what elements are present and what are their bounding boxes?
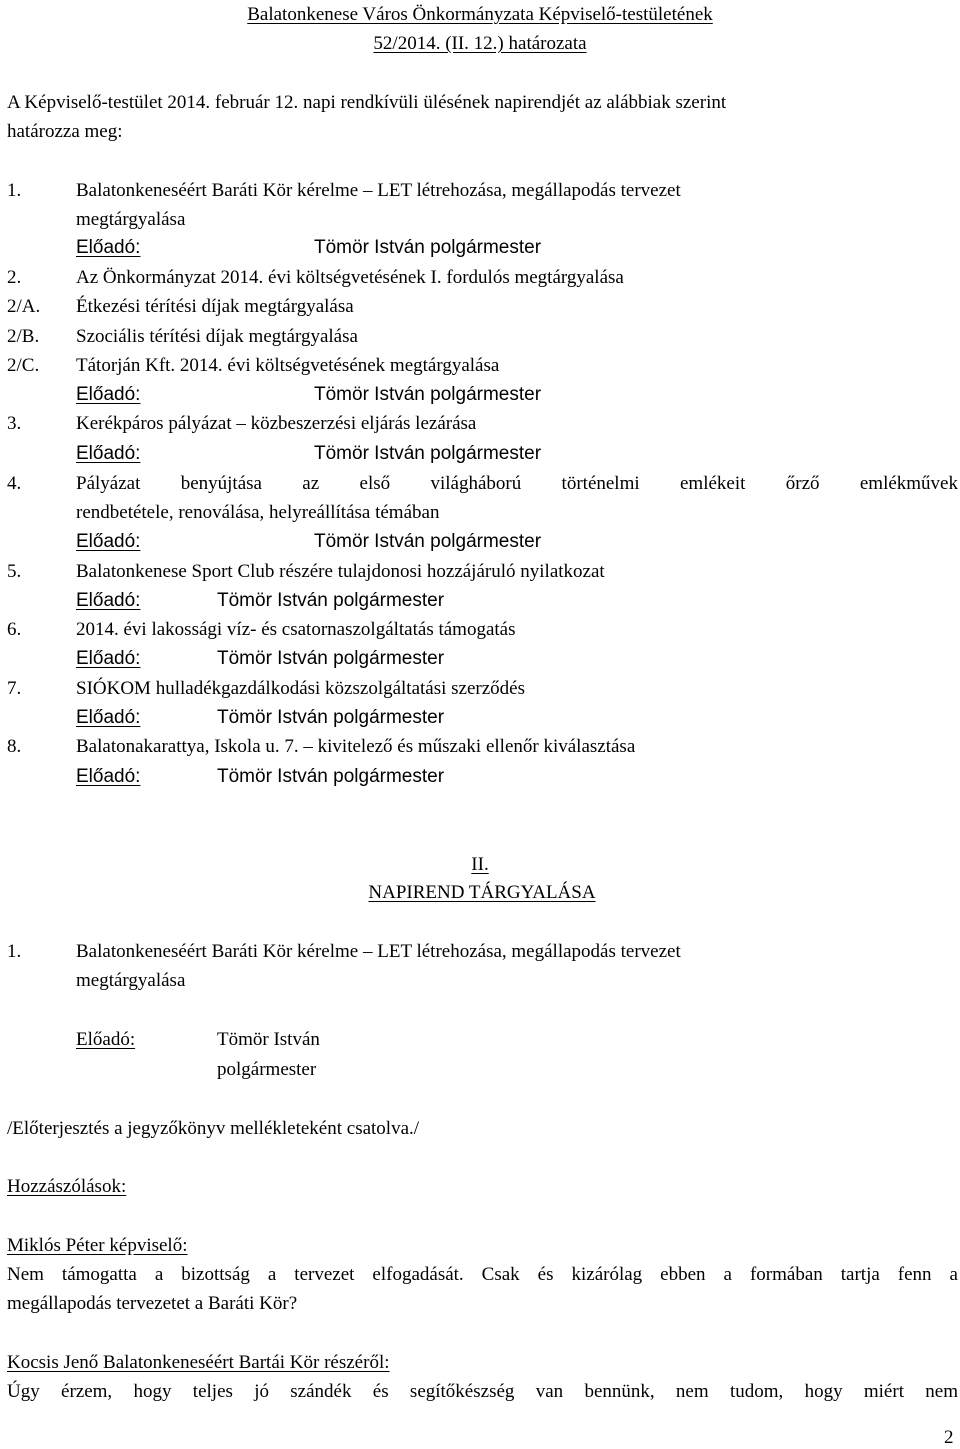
presenter-name: Tömör István polgármester xyxy=(314,384,542,405)
agenda-item-number: 3. xyxy=(7,413,22,434)
section-heading: NAPIREND TÁRGYALÁSA xyxy=(368,882,596,903)
agenda-item-number: 1. xyxy=(7,180,22,201)
section-item-title-cont: megtárgyalása xyxy=(76,970,186,991)
agenda-item-title: Pályázat benyújtása az első világháború történelmi emlékeit őrző emlékművek xyxy=(76,473,958,494)
presenter-name: Tömör István polgármester xyxy=(217,766,445,787)
agenda-item-number: 2. xyxy=(7,267,22,288)
presenter-label: Előadó: xyxy=(76,648,141,669)
presenter-label: Előadó: xyxy=(76,1029,136,1050)
presenter-name: Tömör István polgármester xyxy=(314,443,542,464)
agenda-item-number: 4. xyxy=(7,473,22,494)
presenter-label: Előadó: xyxy=(76,590,141,611)
speaker-statement: Nem támogatta a bizottság a tervezet elfogadását. Csak és kizárólag ebben a formában tartja fenn a xyxy=(7,1264,958,1285)
agenda-item-number: 6. xyxy=(7,619,22,640)
section-item-number: 1. xyxy=(7,941,22,962)
agenda-item-title-cont: megtárgyalása xyxy=(76,209,186,230)
attachment-note: /Előterjesztés a jegyzőkönyv mellékleteként csatolva./ xyxy=(7,1118,420,1139)
section-item-title: Balatonkeneséért Baráti Kör kérelme – LET létrehozása, megállapodás tervezet xyxy=(76,941,681,962)
agenda-item-title: Balatonakarattya, Iskola u. 7. – kivitelező és műszaki ellenőr kiválasztása xyxy=(76,736,636,757)
speaker-statement-cont: megállapodás tervezetet a Baráti Kör? xyxy=(7,1293,298,1314)
intro-line2: határozza meg: xyxy=(7,121,123,142)
agenda-item-title: Tátorján Kft. 2014. évi költségvetésének megtárgyalása xyxy=(76,355,500,376)
document-title-line1: Balatonkenese Város Önkormányzata Képviselő-testületének xyxy=(247,4,713,25)
agenda-item-title: Kerékpáros pályázat – közbeszerzési eljárás lezárása xyxy=(76,413,477,434)
agenda-item-title: Balatonkenese Sport Club részére tulajdonosi hozzájáruló nyilatkozat xyxy=(76,561,605,582)
agenda-item-number: 8. xyxy=(7,736,22,757)
agenda-item-title-cont: rendbetétele, renoválása, helyreállítása témában xyxy=(76,502,440,523)
agenda-item-title: Étkezési térítési díjak megtárgyalása xyxy=(76,296,354,317)
agenda-item-number: 7. xyxy=(7,678,22,699)
presenter-label: Előadó: xyxy=(76,443,141,464)
speaker-name: Kocsis Jenő Balatonkeneséért Bartái Kör részéről: xyxy=(7,1352,390,1373)
speaker-name: Miklós Péter képviselő: xyxy=(7,1235,188,1256)
agenda-item-title: Balatonkeneséért Baráti Kör kérelme – LET létrehozása, megállapodás tervezet xyxy=(76,180,681,201)
agenda-item-title: SIÓKOM hulladékgazdálkodási közszolgáltatási szerződés xyxy=(76,678,526,699)
presenter-name-line1: Tömör István xyxy=(217,1029,320,1050)
presenter-name: Tömör István polgármester xyxy=(314,531,542,552)
presenter-label: Előadó: xyxy=(76,237,141,258)
presenter-name: Tömör István polgármester xyxy=(217,707,445,728)
agenda-item-number: 2/C. xyxy=(7,355,40,376)
document-title-line2: 52/2014. (II. 12.) határozata xyxy=(373,33,587,54)
presenter-label: Előadó: xyxy=(76,707,141,728)
intro-line1: A Képviselő-testület 2014. február 12. napi rendkívüli ülésének napirendjét az alábbiak szerint xyxy=(7,92,727,113)
presenter-name: Tömör István polgármester xyxy=(217,590,445,611)
presenter-name-line2: polgármester xyxy=(217,1059,317,1080)
presenter-label: Előadó: xyxy=(76,766,141,787)
speaker-statement: Úgy érzem, hogy teljes jó szándék és segítőkészség van bennünk, nem tudom, hogy miért nem xyxy=(7,1381,958,1402)
agenda-item-number: 2/A. xyxy=(7,296,41,317)
agenda-item-title: Szociális térítési díjak megtárgyalása xyxy=(76,326,358,347)
agenda-item-title: 2014. évi lakossági víz- és csatornaszolgáltatás támogatás xyxy=(76,619,516,640)
page-number: 2 xyxy=(944,1427,954,1448)
presenter-name: Tömör István polgármester xyxy=(314,237,542,258)
presenter-name: Tömör István polgármester xyxy=(217,648,445,669)
agenda-item-title: Az Önkormányzat 2014. évi költségvetésének I. fordulós megtárgyalása xyxy=(76,267,624,288)
section-roman-numeral: II. xyxy=(471,854,489,875)
agenda-item-number: 2/B. xyxy=(7,326,40,347)
presenter-label: Előadó: xyxy=(76,384,141,405)
comments-heading: Hozzászólások: xyxy=(7,1176,127,1197)
presenter-label: Előadó: xyxy=(76,531,141,552)
agenda-item-number: 5. xyxy=(7,561,22,582)
